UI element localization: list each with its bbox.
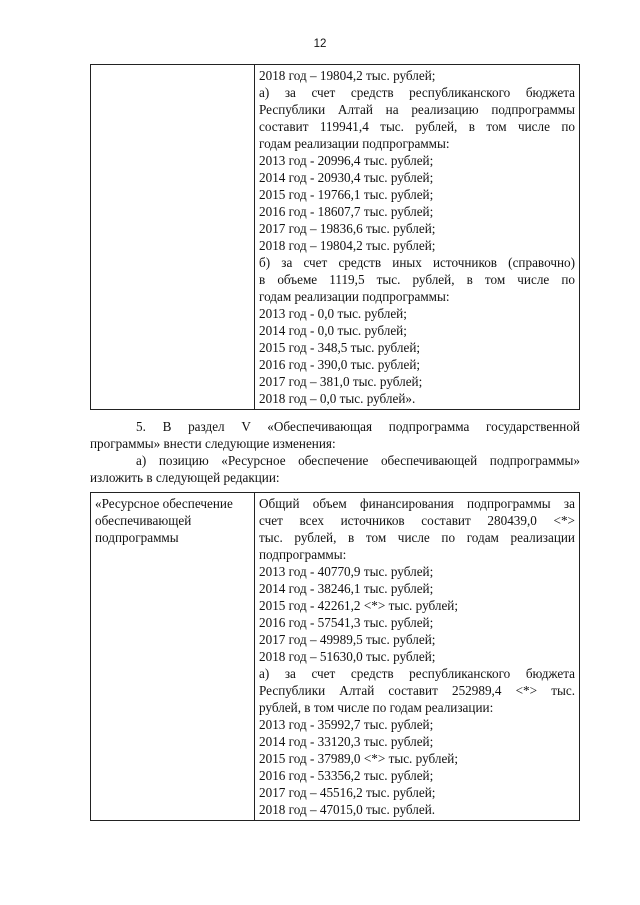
text-line: 2017 год – 45516,2 тыс. рублей; bbox=[259, 785, 436, 800]
text-line: составит 119941,4 тыс. рублей, в том числе по bbox=[259, 119, 575, 134]
text-line: 2013 год - 40770,9 тыс. рублей; bbox=[259, 564, 434, 579]
text-line: 2015 год - 42261,2 <*> тыс. рублей; bbox=[259, 598, 459, 613]
text-line: 2017 год – 49989,5 тыс. рублей; bbox=[259, 632, 436, 647]
text-line: 2014 год - 0,0 тыс. рублей; bbox=[259, 323, 407, 338]
section-amendment-paragraph bbox=[90, 418, 580, 486]
text-line: 2016 год - 18607,7 тыс. рублей; bbox=[259, 204, 434, 219]
text-line: Общий объем финансирования подпрограммы за bbox=[259, 496, 575, 511]
text-line: 2013 год - 0,0 тыс. рублей; bbox=[259, 306, 407, 321]
text-line: в объеме 1119,5 тыс. рублей, в том числе по bbox=[259, 272, 575, 287]
text-line: рублей, в том числе по годам реализации: bbox=[259, 700, 494, 715]
text-line: а) за счет средств республиканского бюджета bbox=[259, 85, 575, 100]
table-row bbox=[91, 493, 580, 821]
table-cell-content bbox=[255, 65, 580, 410]
text-line: Республики Алтай составит 252989,4 <*> тыс. bbox=[259, 683, 575, 698]
table-row bbox=[91, 65, 580, 410]
label-line: подпрограммы bbox=[95, 530, 179, 545]
table-cell-label bbox=[91, 65, 255, 410]
text-line: 2015 год - 37989,0 <*> тыс. рублей; bbox=[259, 751, 459, 766]
text-line: 2014 год - 38246,1 тыс. рублей; bbox=[259, 581, 434, 596]
text-line: изложить в следующей редакции: bbox=[90, 470, 280, 485]
text-line: б) за счет средств иных источников (справочно) bbox=[259, 255, 575, 270]
text-line: программы» внести следующие изменения: bbox=[90, 436, 336, 451]
text-line: 5. В раздел V «Обеспечивающая подпрограмма государственной bbox=[136, 419, 580, 434]
label-line: «Ресурсное обеспечение bbox=[95, 496, 233, 511]
text-line: 2016 год - 57541,3 тыс. рублей; bbox=[259, 615, 434, 630]
text-line: Республики Алтай на реализацию подпрограммы bbox=[259, 102, 575, 117]
text-line: подпрограммы: bbox=[259, 547, 347, 562]
table-cell-content bbox=[255, 493, 580, 821]
text-line: 2015 год - 19766,1 тыс. рублей; bbox=[259, 187, 434, 202]
text-line: а) за счет средств республиканского бюджета bbox=[259, 666, 575, 681]
text-line: 2016 год - 390,0 тыс. рублей; bbox=[259, 357, 421, 372]
text-line: 2018 год – 0,0 тыс. рублей». bbox=[259, 391, 416, 406]
text-line: 2016 год - 53356,2 тыс. рублей; bbox=[259, 768, 434, 783]
text-line: тыс. рублей, в том числе по годам реализации bbox=[259, 530, 575, 545]
text-line: 2017 год – 19836,6 тыс. рублей; bbox=[259, 221, 436, 236]
resource-provision-table bbox=[90, 492, 580, 821]
text-line: 2013 год - 20996,4 тыс. рублей; bbox=[259, 153, 434, 168]
page-number: 12 bbox=[313, 38, 327, 50]
text-line: 2018 год – 51630,0 тыс. рублей; bbox=[259, 649, 436, 664]
text-line: 2014 год - 33120,3 тыс. рублей; bbox=[259, 734, 434, 749]
text-line: 2018 год – 47015,0 тыс. рублей. bbox=[259, 802, 436, 817]
text-line: годам реализации подпрограммы: bbox=[259, 136, 450, 151]
table-cell-label bbox=[91, 493, 255, 821]
text-line: 2015 год - 348,5 тыс. рублей; bbox=[259, 340, 421, 355]
text-line: 2017 год – 381,0 тыс. рублей; bbox=[259, 374, 423, 389]
text-line: 2018 год – 19804,2 тыс. рублей; bbox=[259, 238, 436, 253]
text-line: счет всех источников составит 280439,0 <*> bbox=[259, 513, 575, 528]
text-line: 2014 год - 20930,4 тыс. рублей; bbox=[259, 170, 434, 185]
text-line: годам реализации подпрограммы: bbox=[259, 289, 450, 304]
text-line: 2013 год - 35992,7 тыс. рублей; bbox=[259, 717, 434, 732]
label-line: обеспечивающей bbox=[95, 513, 192, 528]
text-line: а) позицию «Ресурсное обеспечение обеспечивающей подпрограммы» bbox=[136, 453, 580, 468]
funding-table-continued bbox=[90, 64, 580, 410]
text-line: 2018 год – 19804,2 тыс. рублей; bbox=[259, 68, 436, 83]
